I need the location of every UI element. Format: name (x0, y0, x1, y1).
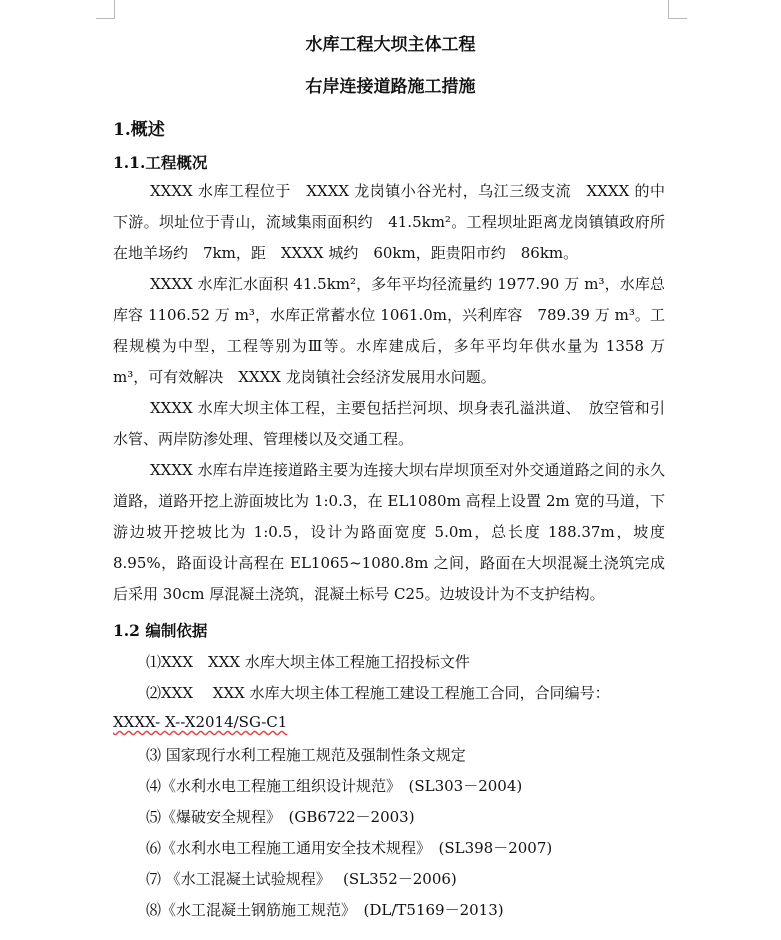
margin-corner-mark-left (96, 0, 115, 19)
reference-item: ⑴XXX XXX 水库大坝主体工程施工招投标文件 (146, 653, 470, 671)
section-1-1-heading: 1.1.工程概况 (113, 153, 208, 172)
reference-item: ⑶ 国家现行水利工程施工规范及强制性条文规定 (146, 746, 466, 764)
section-1-2-heading: 1.2 编制依据 (113, 621, 208, 640)
paragraph: XXXX 水库大坝主体工程，主要包括拦河坝、坝身表孔溢洪道、 放空管和引水管、两岸防渗处理、管理楼以及交通工程。 (113, 399, 665, 448)
reference-item: ⑻《水工混凝土钢筋施工规范》 (DL/T5169－2013) (146, 901, 504, 919)
reference-item: ⑵XXX XXX 水库大坝主体工程施工建设工程施工合同，合同编号： (146, 684, 610, 702)
paragraph: XXXX 水库汇水面积 41.5km²，多年平均径流量约 1977.90 万 m³，水库总库容 1106.52 万 m³，水库正常蓄水位 1061.0m，兴利库容 789.39 万 m³。工程规模为中型，工程等别为Ⅲ等。水库建成后，多年平均年供水量为 1358 万 m³，可有效解决 XXXX 龙岗镇社会经济发展用水问题。 (113, 275, 665, 386)
overview-body (113, 176, 665, 610)
reference-item: ⑷《水利水电工程施工组织设计规范》 (SL303－2004) (146, 777, 523, 795)
reference-item: ⑸《爆破安全规程》 (GB6722－2003) (146, 808, 415, 826)
document-title-line2: 右岸连接道路施工措施 (305, 77, 476, 97)
reference-item: ⑹《水利水电工程施工通用安全技术规程》 (SL398－2007) (146, 839, 553, 857)
document-title-line1: 水库工程大坝主体工程 (305, 35, 476, 55)
paragraph: XXXX 水库右岸连接道路主要为连接大坝右岸坝顶至对外交通道路之间的永久道路，道路开挖上游面坡比为 1:0.3，在 EL1080m 高程上设置 2m 宽的马道，下游边坡开挖坡比为 1:0.5，设计为路面宽度 5.0m，总长度 188.37m，坡度 8.95%，路面设计高程在 EL1065~1080.8m 之间，路面在大坝混凝土浇筑完成后采用 30cm 厚混凝土浇筑，混凝土标号 C25。边坡设计为不支护结构。 (113, 461, 665, 603)
reference-item: ⑺ 《水工混凝土试验规程》 (SL352－2006) (146, 870, 457, 888)
section-1-heading: 1.概述 (113, 120, 165, 140)
contract-number: XXXX- X--X2014/SG-C1 (113, 713, 288, 731)
paragraph: XXXX 水库工程位于 XXXX 龙岗镇小谷光村，乌江三级支流 XXXX 的中下游。坝址位于青山，流域集雨面积约 41.5km²。工程坝址距离龙岗镇镇政府所在地羊场约 7km，距 XXXX 城约 60km，距贵阳市约 86km。 (113, 182, 665, 262)
margin-corner-mark-right (668, 0, 687, 19)
